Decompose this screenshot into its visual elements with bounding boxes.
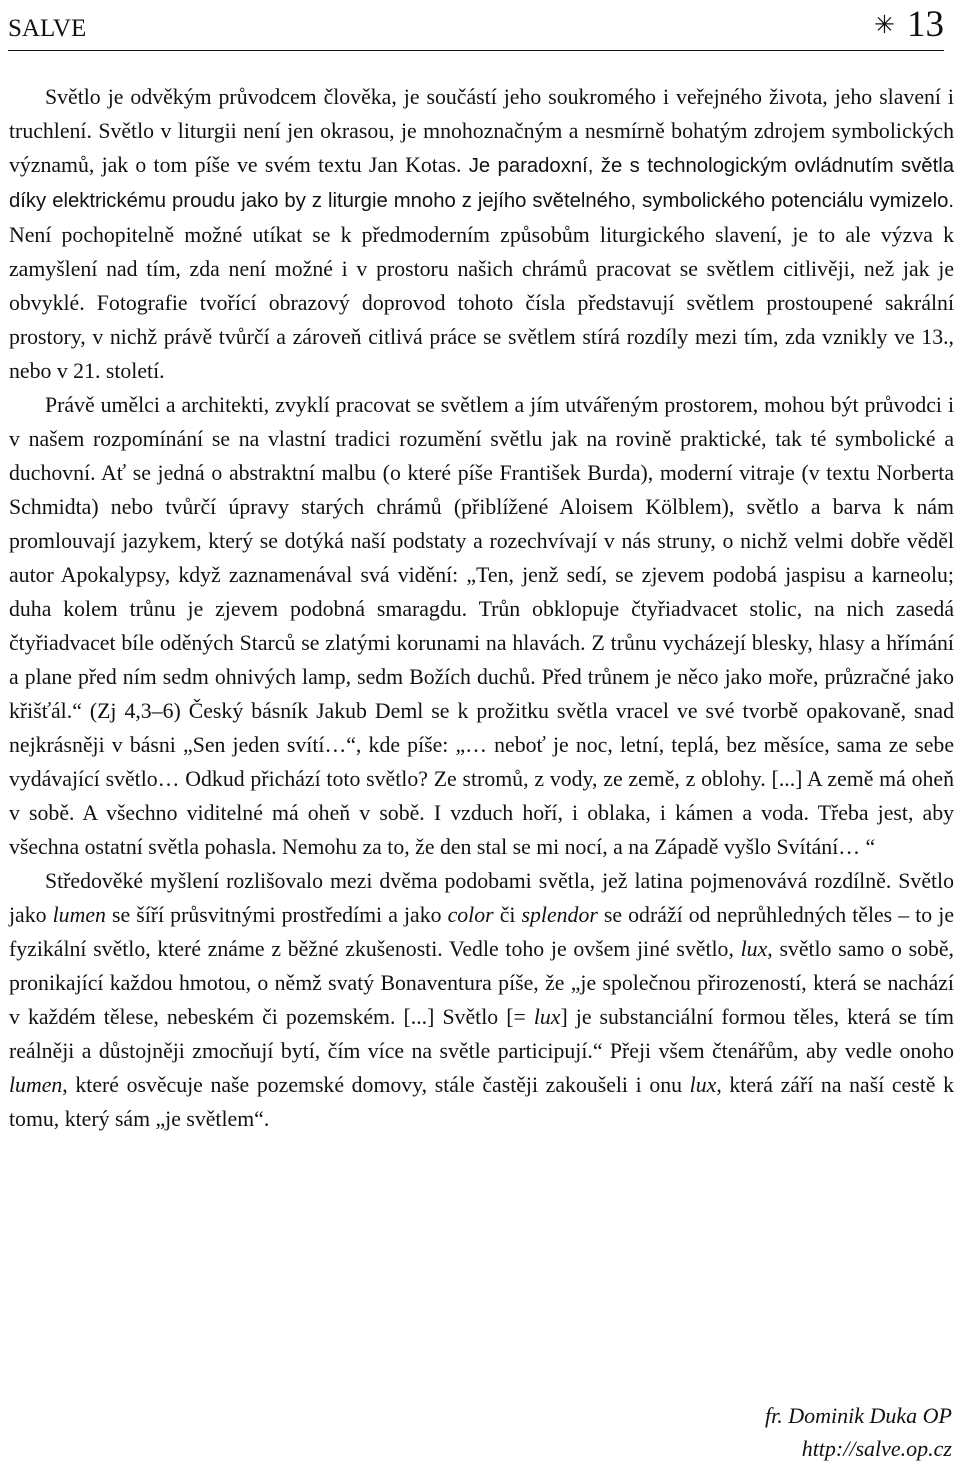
running-header (8, 0, 944, 51)
p1-sentence-4: Fotografie tvořící obrazový doprovod tohoto čísla představují světlem prostoupené sakrální prostory, v nichž právě tvůrčí a zároveň citlivá práce se světlem stírá rozdíly mezi tím, zda vznikly ve 13., nebo v 21. století. (9, 291, 955, 383)
p2-text: Právě umělci a architekti, zvyklí pracovat se světlem a jím utvářeným prostorem, mohou být průvodci i v našem rozpomínání se na vlastní tradici rozumění světlu jak na rovině praktické, tak té symbolické a duchovní. Ať se jedná o abstraktní malbu (o které píše František Burda), moderní vitraje (v textu Norberta Schmidta) nebo tvůrčí úpravy starých chrámů (přiblížené Aloisem Kölblem), světlo a barva k nám promlouvají jazykem, který se dotýká naší podstaty a rozechvívají v nás struny, o nichž velmi dobře věděl autor Apokalypsy, když zaznamenával svá vidění: „Ten, jenž sedí, se zjevem podobá jaspisu a karneolu; duha kolem trůnu je zjevem podobná smaragdu. Trůn obklopuje čtyřiadvacet stolic, na nich zasedá čtyřiadvacet bíle oděných Starců se zlatými korunami na hlavách. Z trůnu vycházejí blesky, hlasy a hřímání a plane před ním sedm ohnivých lamp, sedm Božích duchů. Před trůnem je něco jako moře, průzračné jako křišťál.“ (Zj 4,3–6) Český básník Jakub Deml se k prožitku světla vracel ve své tvorbě opakovaně, snad nejkrásněji v básni „Sen jeden svítí…“, kde píše: „… neboť je noc, letní, teplá, bez měsíce, sama ze sebe vydávající světlo… Odkud přichází toto světlo? Ze stromů, z vody, ze země, z oblohy. [...] A země má oheň v sobě. A všechno viditelné má oheň v sobě. I vzduch hoří, i oblaka, i kámen a voda. Třeba jest, aby všechna ostatní světla pohasla. Nemohu za to, že den stal se mi nocí, a na Západě vyšlo Svítání… “ (9, 393, 954, 859)
p3-text-1: Středověké myšlení rozlišovalo mezi dvěma podobami světla, jež latina pojmenovává rozdílně. Světlo jako (9, 869, 954, 927)
p3-term-lux: lux (740, 937, 768, 961)
p3-term-lumen-2: lumen (9, 1073, 63, 1097)
author-name: fr. Dominik Duka OP (765, 1403, 952, 1428)
p3-text-6: ] je substanciální formou těles, která se tím reálněji a důstojněji zmocňují bytí, čím více na světle participují.“ Přeji všem čtenářům, aby vedle onoho (9, 1005, 954, 1063)
page-number: 13 (907, 4, 944, 45)
p3-term-lux-2: lux (533, 1005, 561, 1029)
p3-term-lux-3: lux (689, 1073, 717, 1097)
p3-term-lumen: lumen (52, 903, 106, 927)
p3-text-2: se šíří průsvitnými prostředími a jako (105, 903, 448, 927)
p3-text-8: , která září na naší cestě k tomu, který sám „je světlem“. (9, 1073, 954, 1131)
p3-text-7: , které osvěcuje naše pozemské domovy, stále častěji zakoušeli i onu (62, 1073, 690, 1097)
p3-text-4: se odráží od neprůhledných těles – to je fyzikální světlo, které známe z běžné zkušenosti. Vedle toho je ovšem jiné světlo, (9, 903, 955, 961)
editorial-body (9, 80, 954, 1136)
journal-title: SALVE (8, 15, 87, 42)
paragraph-1 (9, 80, 954, 388)
signature-block (765, 1399, 952, 1465)
p1-sentence-2-sans: Je paradoxní, že s technologickým ovládnutím světla díky elektrickému proudu jako by z liturgie mnoho z jejího světelného, symbolického potenciálu vymizelo. (9, 155, 954, 212)
p3-term-splendor: splendor (521, 903, 598, 927)
website-url: http://salve.op.cz (801, 1436, 952, 1461)
asterisk-star-icon: ✳ (874, 12, 895, 39)
header-page-info (874, 4, 944, 50)
paragraph-2 (9, 388, 954, 864)
p1-sentence-1: Světlo je odvěkým průvodcem člověka, je součástí jeho soukromého i veřejného života, jeho slavení i truchlení. Světlo v liturgii není jen okrasou, je mnohoznačným a nesmírně bohatým zdrojem symbolických významů, jak o tom píše ve svém textu Jan Kotas. (9, 85, 954, 177)
paragraph-3 (9, 864, 954, 1136)
p3-text-5: , světlo samo o sobě, pronikající každou hmotou, o němž svatý Bonaventura píše, že „je společnou přirozeností, která se nachází v každém tělese, nebeském či pozemském. [...] Světlo [= (9, 937, 954, 1029)
p3-text-3: či (493, 903, 522, 927)
p3-term-color: color (447, 903, 494, 927)
p1-sentence-3: Není pochopitelně možné utíkat se k předmoderním způsobům liturgického slavení, je to ale výzva k zamyšlení nad tím, zda není možné i v prostoru našich chrámů pracovat se světlem citlivěji, než jak je obvyklé. (9, 223, 954, 315)
